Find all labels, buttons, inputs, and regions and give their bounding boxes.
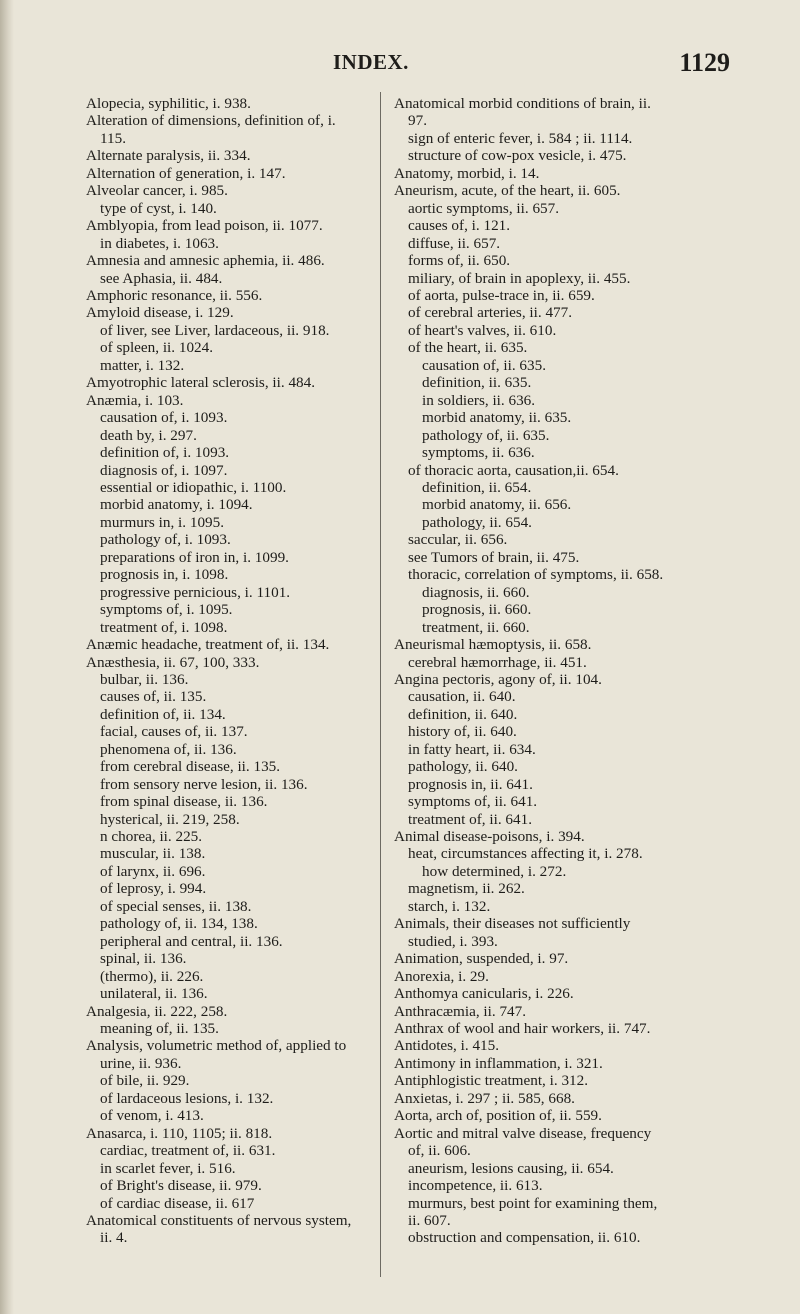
index-subentry: peripheral and central, ii. 136. <box>100 932 283 950</box>
index-entry: Anatomical morbid conditions of brain, ii. <box>394 95 651 112</box>
index-subentry: pathology of, i. 1093. <box>100 531 231 549</box>
index-subentry: causation of, i. 1093. <box>100 409 228 427</box>
index-subentry: in soldiers, ii. 636. <box>422 391 536 409</box>
index-subentry: heat, circumstances affecting it, i. 278. <box>408 845 643 863</box>
index-entry-continuation: 115. <box>100 129 127 147</box>
index-entry: Analysis, volumetric method of, applied to <box>86 1037 347 1055</box>
index-subentry: unilateral, ii. 136. <box>100 985 208 1003</box>
index-subentry: facial, causes of, ii. 137. <box>100 723 248 741</box>
index-subentry: pathology of, ii. 134, 138. <box>100 915 258 933</box>
index-subentry: of liver, see Liver, lardaceous, ii. 918. <box>100 321 330 339</box>
page-title: INDEX. <box>333 50 409 74</box>
index-subentry: (thermo), ii. 226. <box>100 967 204 985</box>
index-subentry: causation of, ii. 635. <box>422 356 547 374</box>
index-entry: Alternation of generation, i. 147. <box>86 164 286 182</box>
index-entry: Aortic and mitral valve disease, frequency <box>394 1124 652 1142</box>
page-binding-edge <box>0 0 14 1314</box>
index-entry: Aorta, arch of, position of, ii. 559. <box>394 1107 602 1125</box>
index-subentry: type of cyst, i. 140. <box>100 199 217 217</box>
index-entry: Anæsthesia, ii. 67, 100, 333. <box>86 653 260 671</box>
index-subentry: history of, ii. 640. <box>408 723 517 741</box>
index-subentry: symptoms, ii. 636. <box>422 444 535 462</box>
index-entry: Anxietas, i. 297 ; ii. 585, 668. <box>394 1089 575 1107</box>
index-entry-continuation: studied, i. 393. <box>408 932 498 950</box>
index-subentry: of cardiac disease, ii. 617 <box>100 1194 255 1212</box>
index-subentry: diagnosis of, i. 1097. <box>100 461 228 479</box>
index-subentry: of special senses, ii. 138. <box>100 897 252 915</box>
index-subentry: causes of, i. 121. <box>408 217 511 235</box>
index-entry: Alteration of dimensions, definition of, i. <box>86 112 336 130</box>
index-subentry: definition, ii. 654. <box>422 478 532 496</box>
index-entry: Anæmia, i. 103. <box>86 391 184 409</box>
index-entry: Angina pectoris, agony of, ii. 104. <box>394 670 602 688</box>
index-subentry: prognosis in, i. 1098. <box>100 566 229 584</box>
index-subentry: causation, ii. 640. <box>408 688 516 706</box>
index-subentry: phenomena of, ii. 136. <box>100 740 237 758</box>
index-entry: Amphoric resonance, ii. 556. <box>86 286 263 304</box>
index-subentry: meaning of, ii. 135. <box>100 1020 219 1038</box>
index-entry: Anthomya canicularis, i. 226. <box>394 985 574 1003</box>
index-subentry: definition, ii. 640. <box>408 705 518 723</box>
index-entry: Antidotes, i. 415. <box>394 1037 500 1055</box>
index-subentry: murmurs in, i. 1095. <box>100 513 225 531</box>
index-entry: Anæmic headache, treatment of, ii. 134. <box>86 636 330 654</box>
index-subentry: symptoms of, ii. 641. <box>408 793 538 811</box>
index-subentry: diagnosis, ii. 660. <box>422 583 530 601</box>
index-subentry: see Tumors of brain, ii. 475. <box>408 548 580 566</box>
index-entry: Amyloid disease, i. 129. <box>86 304 234 322</box>
index-subentry: of cerebral arteries, ii. 477. <box>408 304 573 322</box>
index-subentry: treatment of, i. 1098. <box>100 618 228 636</box>
index-subentry: prognosis, ii. 660. <box>422 601 532 619</box>
index-entry: Amnesia and amnesic aphemia, ii. 486. <box>86 252 325 270</box>
index-subentry: see Aphasia, ii. 484. <box>100 269 223 287</box>
index-subentry: cerebral hæmorrhage, ii. 451. <box>408 653 587 671</box>
index-subentry: of spleen, ii. 1024. <box>100 339 214 357</box>
index-subentry: in fatty heart, ii. 634. <box>408 740 536 758</box>
index-entry: Alveolar cancer, i. 985. <box>86 182 228 200</box>
index-subentry: in diabetes, i. 1063. <box>100 234 219 252</box>
page-number: 1129 <box>679 48 730 77</box>
index-subentry: hysterical, ii. 219, 258. <box>100 810 240 828</box>
index-entry-continuation: urine, ii. 936. <box>100 1054 182 1072</box>
index-subentry: obstruction and compensation, ii. 610. <box>408 1229 641 1247</box>
index-subentry: pathology, ii. 640. <box>408 758 518 776</box>
index-subentry: starch, i. 132. <box>408 897 491 915</box>
index-subentry: of venom, i. 413. <box>100 1107 204 1125</box>
index-subentry: of lardaceous lesions, i. 132. <box>100 1089 274 1107</box>
index-entry: Analgesia, ii. 222, 258. <box>86 1002 228 1020</box>
index-entry: Anatomy, morbid, i. 14. <box>394 164 540 182</box>
index-subentry: morbid anatomy, ii. 635. <box>422 409 572 427</box>
index-subentry: of larynx, ii. 696. <box>100 862 206 880</box>
index-subentry: morbid anatomy, i. 1094. <box>100 496 253 514</box>
index-subentry: of Bright's disease, ii. 979. <box>100 1177 262 1195</box>
index-subentry: miliary, of brain in apoplexy, ii. 455. <box>408 269 631 287</box>
index-subentry: treatment, ii. 660. <box>422 618 530 636</box>
index-subentry: of thoracic aorta, causation,ii. 654. <box>408 461 619 479</box>
index-subentry: preparations of iron in, i. 1099. <box>100 548 289 566</box>
index-subentry: forms of, ii. 650. <box>408 252 511 270</box>
index-entry: Anatomical constituents of nervous system, <box>86 1212 352 1229</box>
index-entry: Aneurism, acute, of the heart, ii. 605. <box>394 182 621 200</box>
index-subentry: progressive pernicious, i. 1101. <box>100 583 291 601</box>
index-entry: Antimony in inflammation, i. 321. <box>394 1054 603 1072</box>
index-subentry: structure of cow-pox vesicle, i. 475. <box>408 147 627 165</box>
index-entry: Aneurismal hæmoptysis, ii. 658. <box>394 636 592 654</box>
index-subentry: spinal, ii. 136. <box>100 950 187 968</box>
index-subentry: prognosis in, ii. 641. <box>408 775 533 793</box>
index-subentry: morbid anatomy, ii. 656. <box>422 496 572 514</box>
index-entry: Animals, their diseases not sufficiently <box>394 915 631 933</box>
index-subentry: of aorta, pulse-trace in, ii. 659. <box>408 286 595 304</box>
index-subentry: definition, ii. 635. <box>422 374 532 392</box>
index-subentry: murmurs, best point for examining them, <box>408 1194 658 1212</box>
index-entry: Amyotrophic lateral sclerosis, ii. 484. <box>86 374 316 392</box>
index-subentry: diffuse, ii. 657. <box>408 234 501 252</box>
index-subentry: of bile, ii. 929. <box>100 1072 190 1090</box>
index-subentry: essential or idiopathic, i. 1100. <box>100 478 287 496</box>
index-column-right <box>394 95 734 1247</box>
index-entry-continuation: ii. 4. <box>100 1229 128 1247</box>
index-entry-continuation: 97. <box>408 112 427 130</box>
index-subentry: treatment of, ii. 641. <box>408 810 532 828</box>
index-entry: Alternate paralysis, ii. 334. <box>86 147 251 165</box>
index-subentry: definition of, ii. 134. <box>100 705 226 723</box>
index-subentry: from cerebral disease, ii. 135. <box>100 758 281 776</box>
index-entry-continuation: ii. 607. <box>408 1212 451 1229</box>
index-entry: Anasarca, i. 110, 1105; ii. 818. <box>86 1124 273 1142</box>
index-subentry: magnetism, ii. 262. <box>408 880 525 898</box>
index-entry-continuation: of, ii. 606. <box>408 1142 471 1160</box>
index-subentry: definition of, i. 1093. <box>100 444 230 462</box>
index-subentry: in scarlet fever, i. 516. <box>100 1159 236 1177</box>
index-entry: Anthracæmia, ii. 747. <box>394 1002 527 1020</box>
index-subentry: n chorea, ii. 225. <box>100 828 203 846</box>
index-subentry: pathology, ii. 654. <box>422 513 532 531</box>
index-subentry: symptoms of, i. 1095. <box>100 601 233 619</box>
index-subentry: aneurism, lesions causing, ii. 654. <box>408 1159 614 1177</box>
index-entry: Antiphlogistic treatment, i. 312. <box>394 1072 589 1090</box>
index-subentry: cardiac, treatment of, ii. 631. <box>100 1142 276 1160</box>
index-subentry: muscular, ii. 138. <box>100 845 206 863</box>
index-subentry: sign of enteric fever, i. 584 ; ii. 1114. <box>408 129 633 147</box>
index-subentry: matter, i. 132. <box>100 356 185 374</box>
index-subentry: saccular, ii. 656. <box>408 531 508 549</box>
index-subentry: of heart's valves, ii. 610. <box>408 321 557 339</box>
index-entry: Amblyopia, from lead poison, ii. 1077. <box>86 217 323 235</box>
index-subentry: how determined, i. 272. <box>422 862 567 880</box>
index-subentry: causes of, ii. 135. <box>100 688 207 706</box>
index-subentry: aortic symptoms, ii. 657. <box>408 199 560 217</box>
index-subentry: pathology of, ii. 635. <box>422 426 550 444</box>
column-divider <box>380 92 381 1277</box>
index-subentry: incompetence, ii. 613. <box>408 1177 543 1195</box>
index-subentry: death by, i. 297. <box>100 426 197 444</box>
index-subentry: of the heart, ii. 635. <box>408 339 528 357</box>
index-entry: Anthrax of wool and hair workers, ii. 747. <box>394 1020 651 1038</box>
index-entry: Animation, suspended, i. 97. <box>394 950 569 968</box>
index-subentry: thoracic, correlation of symptoms, ii. 658. <box>408 566 664 584</box>
index-entry: Alopecia, syphilitic, i. 938. <box>86 95 251 112</box>
index-subentry: of leprosy, i. 994. <box>100 880 207 898</box>
page-header <box>0 50 800 82</box>
index-entry: Anorexia, i. 29. <box>394 967 489 985</box>
index-column-left <box>86 95 372 1247</box>
index-subentry: bulbar, ii. 136. <box>100 670 189 688</box>
index-subentry: from spinal disease, ii. 136. <box>100 793 268 811</box>
index-entry: Animal disease-poisons, i. 394. <box>394 828 585 846</box>
index-subentry: from sensory nerve lesion, ii. 136. <box>100 775 308 793</box>
